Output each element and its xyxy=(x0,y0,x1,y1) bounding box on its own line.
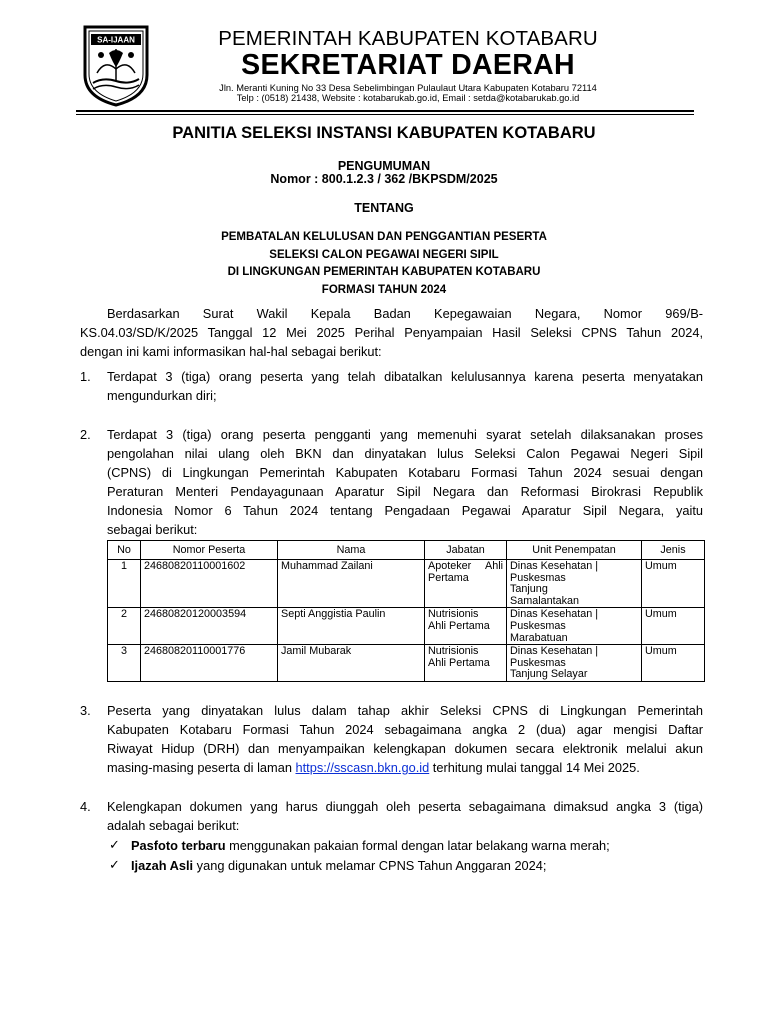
cell-type: Umum xyxy=(642,560,705,608)
cell-position xyxy=(425,645,507,682)
point-line: mengundurkan diri; xyxy=(107,388,217,403)
table-header-row xyxy=(108,541,705,560)
intro-line: dengan ini kami informasikan hal-hal sebagai berikut: xyxy=(80,344,382,359)
subject-line: DI LINGKUNGAN PEMERINTAH KABUPATEN KOTABARU xyxy=(227,266,541,279)
cell-no: 2 xyxy=(108,608,141,645)
checklist-item-bold: Pasfoto terbaru xyxy=(131,838,226,853)
point-line: Indonesia Nomor 6 Tahun 2024 tentang Pengadaan Pegawai Aparatur Sipil Negara, yaitu xyxy=(107,503,703,518)
position-line: Nutrisionis xyxy=(428,645,479,658)
point-line: Kabupaten Kotabaru Formasi Tahun 2024 sebagaimana angka 2 (dua) agar mengisi Daftar xyxy=(107,722,703,737)
unit-line: Dinas Kesehatan | xyxy=(510,645,599,658)
checklist-item xyxy=(131,838,610,853)
announcement-about: TENTANG xyxy=(354,201,414,215)
checklist-item-text: yang digunakan untuk melamar CPNS Tahun Anggaran 2024; xyxy=(193,858,547,873)
point-number: 3. xyxy=(80,703,91,718)
point-line: pengolahan nilai ulang oleh BKN dan dinyatakan lulus Seleksi Calon Pegawai Negeri Sipil xyxy=(107,446,703,461)
column-header: Jenis xyxy=(642,541,705,560)
intro-line: KS.04.03/SD/K/2025 Tanggal 12 Mei 2025 Perihal Penyampaian Hasil Seleksi CPNS Tahun 2024, xyxy=(80,325,703,340)
point-number: 2. xyxy=(80,427,91,442)
link-prefix-text: masing-masing peserta di laman xyxy=(107,760,296,775)
cell-type: Umum xyxy=(642,608,705,645)
letterhead-contact: Telp : (0518) 21438, Website : kotabarukab.go.id, Email : setda@kotabarukab.go.id xyxy=(236,93,580,104)
cell-participant-number: 24680820110001776 xyxy=(141,645,278,682)
point-line: Kelengkapan dokumen yang harus diunggah oleh peserta sebagaimana dimaksud angka 3 (tiga) xyxy=(107,799,703,814)
point-number: 1. xyxy=(80,369,91,384)
subject-line: FORMASI TAHUN 2024 xyxy=(321,284,447,297)
point-line: Terdapat 3 (tiga) orang peserta yang telah dibatalkan kelulusannya karena peserta menyatakan xyxy=(107,369,703,384)
point-line-with-link xyxy=(107,760,640,775)
replacement-participants-table xyxy=(107,540,705,682)
letterhead-rule-thin xyxy=(76,114,694,115)
cell-no: 3 xyxy=(108,645,141,682)
point-line: Riwayat Hidup (DRH) dan menyampaikan kelengkapan dokumen secara elektronik melalui akun xyxy=(107,741,703,756)
cell-no: 1 xyxy=(108,560,141,608)
column-header: No xyxy=(108,541,141,560)
subject-line: SELEKSI CALON PEGAWAI NEGERI SIPIL xyxy=(269,248,499,261)
point-line: Peserta yang dinyatakan lulus dalam tahap akhir Seleksi CPNS di Lingkungan Pemerintah xyxy=(107,703,703,718)
unit-line: Tanjung Selayar xyxy=(510,668,588,681)
announcement-title: PENGUMUMAN xyxy=(337,159,431,173)
position-line: Apoteker Ahli xyxy=(428,560,503,572)
committee-title: PANITIA SELEKSI INSTANSI KABUPATEN KOTABARU xyxy=(172,124,596,142)
unit-line: Samalantakan xyxy=(510,594,580,607)
unit-line: Marabatuan xyxy=(510,631,568,644)
point-line: Terdapat 3 (tiga) orang peserta pengganti yang memenuhi syarat setelah dilaksanakan proses xyxy=(107,427,703,442)
cell-name: Jamil Mubarak xyxy=(278,645,425,682)
point-line: adalah sebagai berikut: xyxy=(107,818,240,833)
unit-line: Dinas Kesehatan | xyxy=(510,608,599,621)
unit-line: Puskesmas xyxy=(510,619,566,632)
announcement-number: Nomor : 800.1.2.3 / 362 /BKPSDM/2025 xyxy=(270,172,498,186)
checklist-item-text: menggunakan pakaian formal dengan latar belakang warna merah; xyxy=(225,838,610,853)
checkmark-icon: ✓ xyxy=(109,857,120,872)
column-header: Unit Penempatan xyxy=(507,541,642,560)
position-line: Pertama xyxy=(428,571,469,584)
cell-participant-number: 24680820120003594 xyxy=(141,608,278,645)
cell-position xyxy=(425,560,507,608)
table-row xyxy=(108,560,705,608)
cell-name: Muhammad Zailani xyxy=(278,560,425,608)
table-row xyxy=(108,608,705,645)
subject-line: PEMBATALAN KELULUSAN DAN PENGGANTIAN PESERTA xyxy=(221,231,547,243)
table-row xyxy=(108,645,705,682)
column-header: Nomor Peserta xyxy=(141,541,278,560)
cell-participant-number: 24680820110001602 xyxy=(141,560,278,608)
link-suffix-text: terhitung mulai tanggal 14 Mei 2025. xyxy=(429,760,640,775)
cell-name: Septi Anggistia Paulin xyxy=(278,608,425,645)
position-line: Nutrisionis xyxy=(428,608,479,621)
point-line: (CPNS) di Lingkungan Pemerintah Kabupaten Kotabaru Formasi Tahun 2024 sesuai dengan xyxy=(107,465,703,480)
letterhead-office: SEKRETARIAT DAERAH xyxy=(241,49,575,81)
intro-line: Berdasarkan Surat Wakil Kepala Badan Kepegawaian Negara, Nomor 969/B- xyxy=(107,306,703,321)
checkmark-icon: ✓ xyxy=(109,837,120,852)
unit-line: Puskesmas xyxy=(510,656,566,669)
unit-line: Puskesmas xyxy=(510,571,566,584)
column-header: Jabatan xyxy=(425,541,507,560)
point-line: sebagai berikut: xyxy=(107,522,198,537)
cell-unit xyxy=(507,560,642,608)
cell-unit xyxy=(507,608,642,645)
cell-type: Umum xyxy=(642,645,705,682)
letterhead-address: Jln. Meranti Kuning No 33 Desa Sebelimbingan Pulaulaut Utara Kabupaten Kotabaru 72114 xyxy=(219,83,597,93)
cell-unit xyxy=(507,645,642,682)
letterhead-address-block xyxy=(168,83,648,104)
cell-position xyxy=(425,608,507,645)
sscasn-link[interactable]: https://sscasn.bkn.go.id xyxy=(295,760,430,775)
point-line: Peraturan Menteri Pendayagunaan Aparatur Sipil Negara dan Reformasi Birokrasi Republik xyxy=(107,484,703,499)
point-number: 4. xyxy=(80,799,91,814)
checklist-item xyxy=(131,858,546,873)
letterhead-rule-thick xyxy=(76,110,694,112)
unit-line: Tanjung xyxy=(510,583,548,596)
letterhead-government: PEMERINTAH KABUPATEN KOTABARU xyxy=(218,27,598,50)
position-line: Ahli Pertama xyxy=(428,656,490,669)
position-line: Ahli Pertama xyxy=(428,619,490,632)
checklist-item-bold: Ijazah Asli xyxy=(131,858,194,873)
announcement-subject xyxy=(60,229,708,300)
column-header: Nama xyxy=(278,541,425,560)
kotabaru-emblem-logo xyxy=(79,23,153,108)
svg-text:SA-IJAAN: SA-IJAAN xyxy=(97,35,135,45)
unit-line: Dinas Kesehatan | xyxy=(510,560,599,572)
